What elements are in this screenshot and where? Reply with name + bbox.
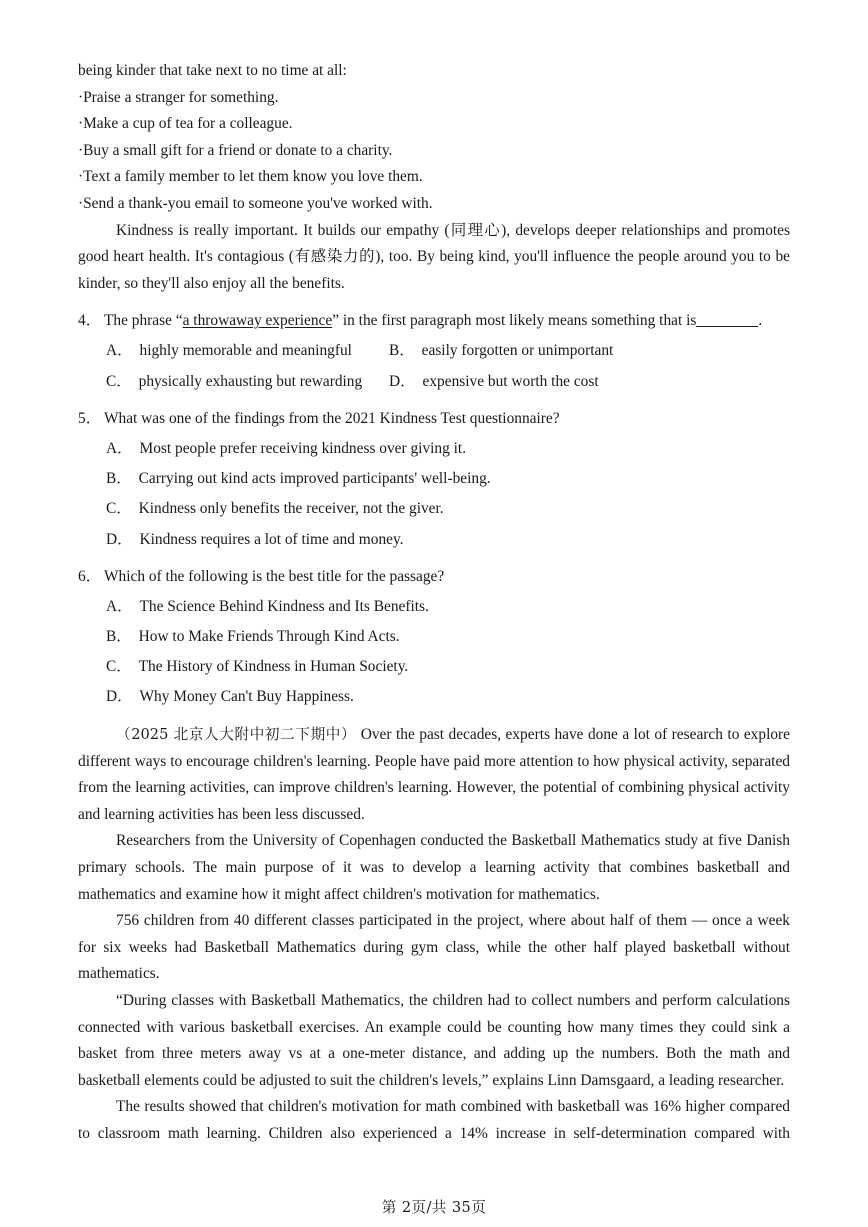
option-indent [78,369,106,396]
option-5-A-text: Most people prefer receiving kindness over giving it. [139,440,467,458]
question-4-stem [104,308,790,335]
option-indent [78,338,106,365]
question-4-stem-after: ” in the first paragraph most likely means something that is [332,312,697,330]
option-4-B-text: easily forgotten or unimportant [421,342,614,360]
option-4-B[interactable] [389,338,613,365]
option-4-D-letter: D． [389,372,416,390]
option-5-A-letter: A． [106,440,133,458]
option-5-A[interactable] [106,436,466,463]
option-4-B-letter: B． [389,342,415,360]
option-6-C[interactable] [106,654,408,681]
question-6-option-C-row [78,651,790,681]
option-6-A-letter: A． [106,598,133,616]
question-5-option-B-row [78,463,790,493]
option-indent [78,654,106,681]
question-4 [78,305,790,335]
bullet-item-text-family: ·Text a family member to let them know you love them. [78,168,423,186]
question-5-option-A-row [78,433,790,463]
passage-two-paragraph-3: 756 children from 40 different classes participated in the project, where about half of them — once a week for six weeks had Basketball Mathematics during gym class, while the other half played basketball without mathematics. [78,912,790,983]
question-4-options-row-1 [78,335,790,365]
option-4-C-letter: C． [106,372,132,390]
option-indent [78,496,106,523]
bullet-item-thank-you-email: ·Send a thank-you email to someone you've worked with. [78,194,433,212]
question-4-stem-tail: . [758,312,763,330]
bullet-item-tea: ·Make a cup of tea for a colleague. [78,115,293,133]
option-6-B-letter: B． [106,628,132,646]
option-6-D[interactable] [106,684,354,711]
passage-one-final-paragraph: Kindness is really important. It builds our empathy (同理心), develops deeper relationships and promotes good heart health. It's contagious (有感染力的), too. By being kind, you'll influence the people around you to be kinder, so they'll also enjoy all the benefits. [78,221,790,292]
spacer [78,395,790,403]
option-5-D[interactable] [106,527,404,554]
option-6-C-letter: C． [106,658,132,676]
option-6-B-text: How to Make Friends Through Kind Acts. [138,628,400,646]
option-indent [78,527,106,554]
option-indent [78,466,106,493]
question-4-underlined-phrase: a throwaway experience [182,312,333,330]
page-content [78,58,790,1148]
option-5-C-letter: C． [106,500,132,518]
question-6-option-A-row [78,591,790,621]
passage-two-paragraph-2: Researchers from the University of Copenhagen conducted the Basketball Mathematics study at five Danish primary schools. The main purpose of it was to develop a learning activity that combines basketball and mathematics and examine how it might affect children's motivation for mathematics. [78,832,790,903]
passage-two-paragraph-5: The results showed that children's motivation for math combined with basketball was 16% higher compared to classroom math learning. Children also experienced a 14% increase in self-determination compared with [78,1098,790,1142]
option-5-D-letter: D． [106,530,133,548]
option-indent [78,684,106,711]
passage-two-source-tag: （2025 北京人大附中初二下期中） [116,726,357,744]
question-6-option-D-row [78,681,790,711]
option-5-C-text: Kindness only benefits the receiver, not the giver. [138,500,444,518]
continued-text-line: being kinder that take next to no time at all: [78,62,347,79]
option-4-A[interactable] [106,338,389,365]
spacer [78,711,790,722]
option-6-C-text: The History of Kindness in Human Society. [138,658,409,676]
option-5-B[interactable] [106,466,491,493]
passage-two-paragraph-4: “During classes with Basketball Mathematics, the children had to collect numbers and perform calculations connected with various basketball exercises. An example could be counting how many times they could sink a basket from three meters away vs at a one-meter distance, and adding up the numbers. Both the math and basketball elements could be adjusted to suit the children's levels,” explains Linn Damsgaard, a leading researcher. [78,992,790,1089]
option-6-A[interactable] [106,594,429,621]
option-5-B-text: Carrying out kind acts improved participants' well-being. [138,470,491,488]
answer-blank-4[interactable] [696,326,758,327]
passage-two-paragraph-1 [78,722,790,828]
option-6-D-text: Why Money Can't Buy Happiness. [139,688,354,706]
option-4-A-text: highly memorable and meaningful [139,342,352,360]
passage-two-paragraph-1-text: Over the past decades, experts have done a lot of research to explore different ways to encourage children's learning. People have paid more attention to how physical activity, separated from the learning activities, can improve children's learning. However, the potential of combining physical activity and learning activities has been less discussed. [78,726,791,823]
option-4-C[interactable] [106,369,389,396]
question-5-number: 5． [78,410,102,428]
question-6 [78,561,790,591]
question-5 [78,403,790,433]
option-6-B[interactable] [106,624,400,651]
page-footer [0,1196,868,1217]
option-4-D[interactable] [389,369,599,396]
option-5-B-letter: B． [106,470,132,488]
spacer [78,553,790,561]
option-5-C[interactable] [106,496,444,523]
question-4-number: 4． [78,312,102,330]
page-indicator: 第 2页/共 35页 [381,1199,487,1216]
option-5-D-text: Kindness requires a lot of time and money. [139,530,404,548]
option-6-A-text: The Science Behind Kindness and Its Benefits. [139,598,429,616]
question-6-option-B-row [78,621,790,651]
option-4-A-letter: A． [106,342,133,360]
question-5-stem: What was one of the findings from the 2021 Kindness Test questionnaire? [104,410,560,428]
option-6-D-letter: D． [106,688,133,706]
bullet-item-praise: ·Praise a stranger for something. [78,88,279,106]
bullet-item-gift: ·Buy a small gift for a friend or donate to a charity. [78,141,393,159]
question-6-stem: Which of the following is the best title for the passage? [104,568,445,586]
spacer [78,297,790,305]
option-indent [78,594,106,621]
question-5-option-C-row [78,493,790,523]
option-indent [78,624,106,651]
question-4-options-row-2 [78,365,790,395]
question-6-number: 6． [78,568,102,586]
question-5-option-D-row [78,523,790,553]
question-4-stem-before: The phrase “ [104,312,183,330]
option-indent [78,436,106,463]
option-4-C-text: physically exhausting but rewarding [138,372,363,390]
option-4-D-text: expensive but worth the cost [422,372,599,390]
